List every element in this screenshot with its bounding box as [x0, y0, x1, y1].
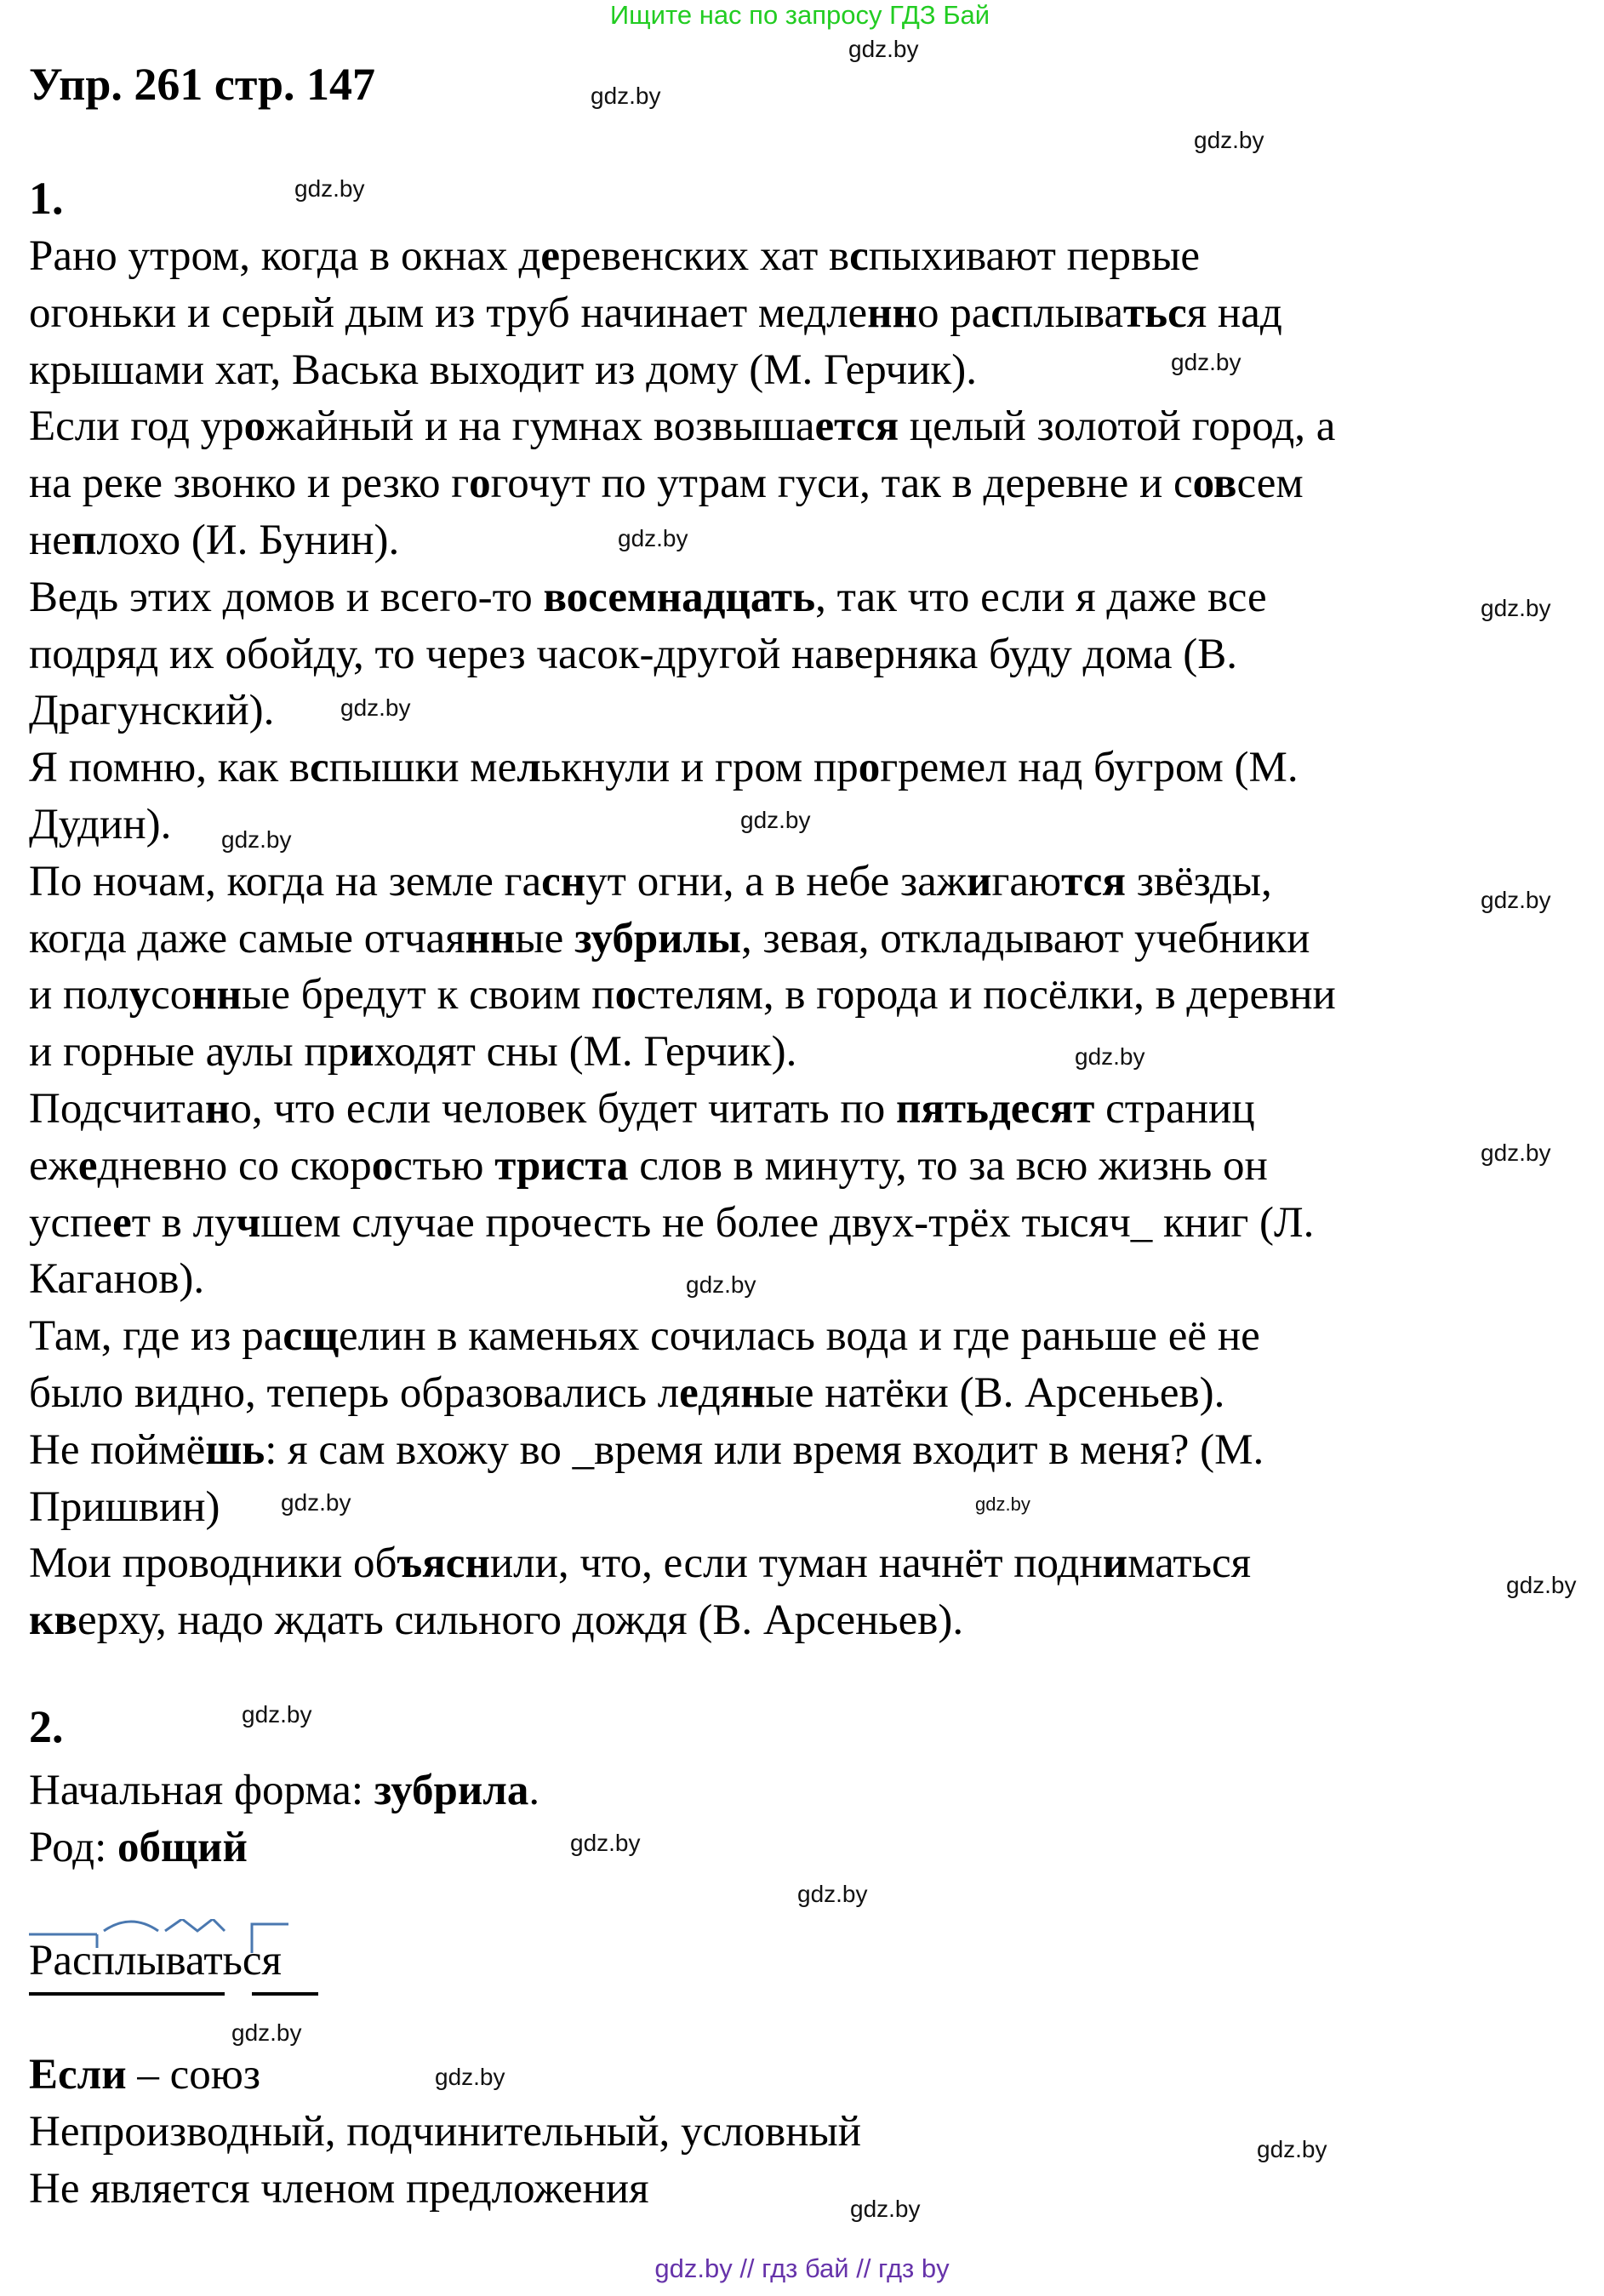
- watermark: gdz.by: [242, 1701, 312, 1728]
- highlighted-segment: кв: [29, 1596, 77, 1645]
- highlighted-segment: у: [128, 971, 151, 1019]
- text-line: [29, 1482, 220, 1533]
- watermark: gdz.by: [797, 1881, 868, 1907]
- watermark: gdz.by: [1171, 349, 1242, 375]
- text-segment: на реке звонко и резко г: [29, 460, 470, 508]
- text-segment: гаю: [991, 857, 1062, 905]
- text-segment: я над: [1186, 288, 1282, 337]
- text-segment: о, что если человек будет читать по: [230, 1085, 896, 1133]
- text-segment: когда даже самые отчая: [29, 914, 465, 962]
- text-segment: крышами хат, Васька выходит из дому (М. Герчик).: [29, 346, 977, 394]
- text-segment: По ночам, когда на земле га: [29, 857, 542, 905]
- text-segment: , так что если я даже все: [815, 573, 1267, 621]
- highlighted-segment: н: [204, 1085, 231, 1133]
- text-line: [29, 969, 1336, 1020]
- text-segment: Не поймё: [29, 1425, 206, 1474]
- watermark: gdz.by: [1481, 1139, 1551, 1166]
- text-line: [29, 401, 1335, 452]
- highlighted-segment: и: [1102, 1539, 1128, 1588]
- text-segment: ые натёки (В. Арсеньев).: [765, 1369, 1225, 1417]
- text-segment: Я помню, как в: [29, 744, 311, 792]
- watermark: gdz.by: [294, 175, 365, 202]
- text-segment: подряд их обойду, то через часок-другой наверняка буду дома (В.: [29, 630, 1238, 678]
- highlighted-segment: о: [371, 1141, 394, 1190]
- highlighted-segment: нн: [465, 914, 516, 962]
- text-segment: слов в минуту, то за всю жизнь он: [628, 1141, 1268, 1190]
- text-segment: гочут по утрам гуси, так в деревне и с: [490, 460, 1193, 508]
- text-segment: Ведь этих домов и всего-то: [29, 573, 544, 621]
- text-line: [29, 345, 977, 396]
- text-segment: шем случае прочесть не более двух-трёх тысяч_ книг (Л.: [260, 1198, 1315, 1247]
- text-segment: Пришвин): [29, 1482, 220, 1531]
- initial-form-label: Начальная форма:: [29, 1767, 374, 1814]
- text-segment: ерху, надо ждать сильного дождя (В. Арсеньев).: [77, 1596, 964, 1645]
- highlighted-segment: тьс: [1123, 288, 1187, 337]
- highlighted-segment: ов: [1192, 460, 1237, 508]
- text-line: [29, 799, 171, 850]
- watermark: gdz.by: [221, 826, 292, 853]
- highlighted-segment: п: [71, 517, 97, 564]
- text-segment: гремел над бугром (М.: [880, 744, 1299, 792]
- text-line: [29, 1595, 963, 1646]
- text-segment: ые: [515, 914, 575, 962]
- parsed-word: Расплываться: [29, 1937, 283, 1985]
- initial-form-line: Начальная форма: зубрила.: [29, 1767, 540, 1814]
- text-line: [29, 1311, 1260, 1362]
- highlighted-segment: л: [517, 744, 541, 792]
- esli-properties: Непроизводный, подчинительный, условный: [29, 2108, 862, 2156]
- esli-line: [29, 2049, 260, 2100]
- text-segment: Там, где из ра: [29, 1312, 283, 1361]
- page-title: Упр. 261 стр. 147: [29, 59, 376, 110]
- text-line: [29, 629, 1237, 680]
- text-segment: ькнули и гром пр: [540, 744, 859, 792]
- text-segment: со: [151, 971, 192, 1019]
- text-segment: Подсчита: [29, 1085, 205, 1133]
- text-line: [29, 1254, 204, 1305]
- text-segment: , зевая, откладывают учебники: [741, 914, 1310, 962]
- text-segment: лохо (И. Бунин).: [96, 517, 400, 564]
- text-segment: Каганов).: [29, 1255, 205, 1304]
- text-segment: дя: [698, 1369, 741, 1417]
- text-segment: Рано утром, когда в окнах д: [29, 232, 541, 280]
- text-line: [29, 288, 1282, 339]
- footer-links: gdz.by // гдз бай // гдз by: [654, 2253, 950, 2283]
- text-segment: дневно со скор: [97, 1141, 372, 1190]
- highlighted-segment: нн: [191, 971, 243, 1019]
- watermark: gdz.by: [281, 1489, 351, 1516]
- text-segment: было видно, теперь образовались л: [29, 1369, 680, 1417]
- text-segment: целый золотой город, а: [899, 403, 1336, 451]
- highlighted-segment: о: [243, 403, 266, 451]
- text-segment: стелям, в города и посёлки, в деревни: [636, 971, 1336, 1019]
- text-segment: пышки ме: [328, 744, 517, 792]
- text-line: [29, 1140, 1268, 1191]
- watermark: gdz.by: [1506, 1572, 1577, 1598]
- esli-role: Не является членом предложения: [29, 2165, 649, 2213]
- text-segment: Если год ур: [29, 403, 244, 451]
- initial-form-value: зубрила: [374, 1767, 529, 1814]
- text-segment: не: [29, 517, 71, 564]
- text-line: [29, 515, 399, 566]
- text-segment: еж: [29, 1141, 78, 1190]
- highlighted-segment: о: [858, 744, 881, 792]
- highlighted-segment: ч: [236, 1198, 261, 1247]
- text-line: [29, 1197, 1314, 1248]
- text-segment: ревенских хат в: [560, 232, 850, 280]
- gender-value: общий: [117, 1824, 248, 1871]
- watermark: gdz.by: [975, 1494, 1030, 1515]
- highlighted-segment: с: [849, 232, 869, 280]
- text-segment: о ра: [916, 288, 991, 337]
- text-line: [29, 1425, 1264, 1476]
- section-2-number: 2.: [29, 1701, 64, 1752]
- text-line: [29, 685, 274, 736]
- text-segment: Дудин).: [29, 801, 172, 848]
- highlighted-segment: тся: [1061, 857, 1126, 905]
- section-1-number: 1.: [29, 173, 64, 224]
- text-line: [29, 231, 1200, 282]
- watermark: gdz.by: [1075, 1043, 1145, 1070]
- highlighted-segment: ется: [814, 403, 899, 451]
- text-segment: успе: [29, 1198, 113, 1247]
- highlighted-segment: триста: [494, 1141, 629, 1190]
- watermark: gdz.by: [340, 694, 411, 721]
- text-segment: стью: [393, 1141, 495, 1190]
- watermark: gdz.by: [850, 2196, 921, 2222]
- gender-line: [29, 1822, 248, 1873]
- text-line: [29, 1368, 1224, 1419]
- text-segment: огоньки и серый дым из труб начинает медле: [29, 288, 868, 337]
- watermark: gdz.by: [1257, 2136, 1327, 2162]
- highlighted-segment: пятьдесят: [895, 1085, 1095, 1133]
- text-segment: плыва: [1009, 288, 1124, 337]
- highlighted-segment: е: [112, 1198, 132, 1247]
- watermark: gdz.by: [231, 2019, 302, 2046]
- watermark: gdz.by: [1481, 595, 1551, 621]
- text-segment: пыхивают первые: [868, 232, 1201, 280]
- watermark: gdz.by: [848, 36, 919, 62]
- highlighted-segment: шь: [205, 1425, 265, 1474]
- highlighted-segment: о: [469, 460, 491, 508]
- search-banner: Ищите нас по запросу ГДЗ Бай: [609, 0, 990, 30]
- highlighted-segment: е: [679, 1369, 699, 1417]
- highlighted-segment: е: [540, 232, 561, 280]
- text-line: [29, 458, 1304, 509]
- text-line: [29, 572, 1267, 623]
- watermark: gdz.by: [435, 2064, 505, 2090]
- text-segment: звёзды,: [1126, 857, 1272, 905]
- watermark: gdz.by: [591, 83, 661, 109]
- highlighted-segment: сн: [541, 857, 586, 905]
- base-underline-icon: [29, 1991, 352, 1998]
- text-segment: елин в каменьях сочилась вода и где раньше её не: [339, 1312, 1260, 1361]
- esli-word: Если: [29, 2051, 127, 2099]
- highlighted-segment: сщ: [283, 1312, 340, 1361]
- text-segment: или, что, если туман начнёт подн: [489, 1539, 1103, 1588]
- text-line: [29, 1083, 1255, 1134]
- watermark: gdz.by: [618, 525, 688, 551]
- text-segment: и пол: [29, 971, 129, 1019]
- highlighted-segment: с: [310, 744, 329, 792]
- text-line: [29, 1026, 796, 1077]
- text-segment: : я сам вхожу во _время или время входит в меня? (М.: [265, 1425, 1264, 1474]
- highlighted-segment: с: [990, 288, 1010, 337]
- text-segment: и горные аулы пр: [29, 1028, 350, 1077]
- text-segment: Драгунский).: [29, 687, 275, 735]
- watermark: gdz.by: [686, 1271, 756, 1298]
- text-segment: ходят сны (М. Герчик).: [374, 1028, 797, 1077]
- text-segment: страниц: [1094, 1085, 1255, 1133]
- highlighted-segment: о: [614, 971, 637, 1019]
- text-segment: маться: [1127, 1539, 1252, 1588]
- highlighted-segment: н: [740, 1369, 766, 1417]
- text-segment: т в лу: [131, 1198, 237, 1247]
- text-line: [29, 913, 1310, 964]
- highlighted-segment: зубрилы: [574, 914, 741, 962]
- text-segment: сем: [1236, 460, 1304, 508]
- esli-pos: – союз: [126, 2051, 261, 2099]
- gender-label: Род:: [29, 1824, 117, 1871]
- watermark: gdz.by: [1481, 887, 1551, 913]
- watermark: gdz.by: [1194, 127, 1264, 153]
- highlighted-segment: и: [349, 1028, 374, 1077]
- highlighted-segment: и: [967, 857, 992, 905]
- highlighted-segment: е: [77, 1141, 98, 1190]
- highlighted-segment: ъясн: [397, 1539, 490, 1588]
- text-line: [29, 1538, 1251, 1589]
- watermark: gdz.by: [740, 807, 811, 833]
- text-segment: ые бредут к своим п: [242, 971, 615, 1019]
- text-segment: ут огни, а в небе заж: [585, 857, 968, 905]
- text-segment: Мои проводники об: [29, 1539, 397, 1588]
- text-line: [29, 742, 1299, 793]
- highlighted-segment: восемнадцать: [543, 573, 816, 621]
- highlighted-segment: нн: [867, 288, 917, 337]
- text-segment: жайный и на гумнах возвыша: [265, 403, 815, 451]
- text-line: [29, 856, 1272, 907]
- watermark: gdz.by: [570, 1830, 641, 1856]
